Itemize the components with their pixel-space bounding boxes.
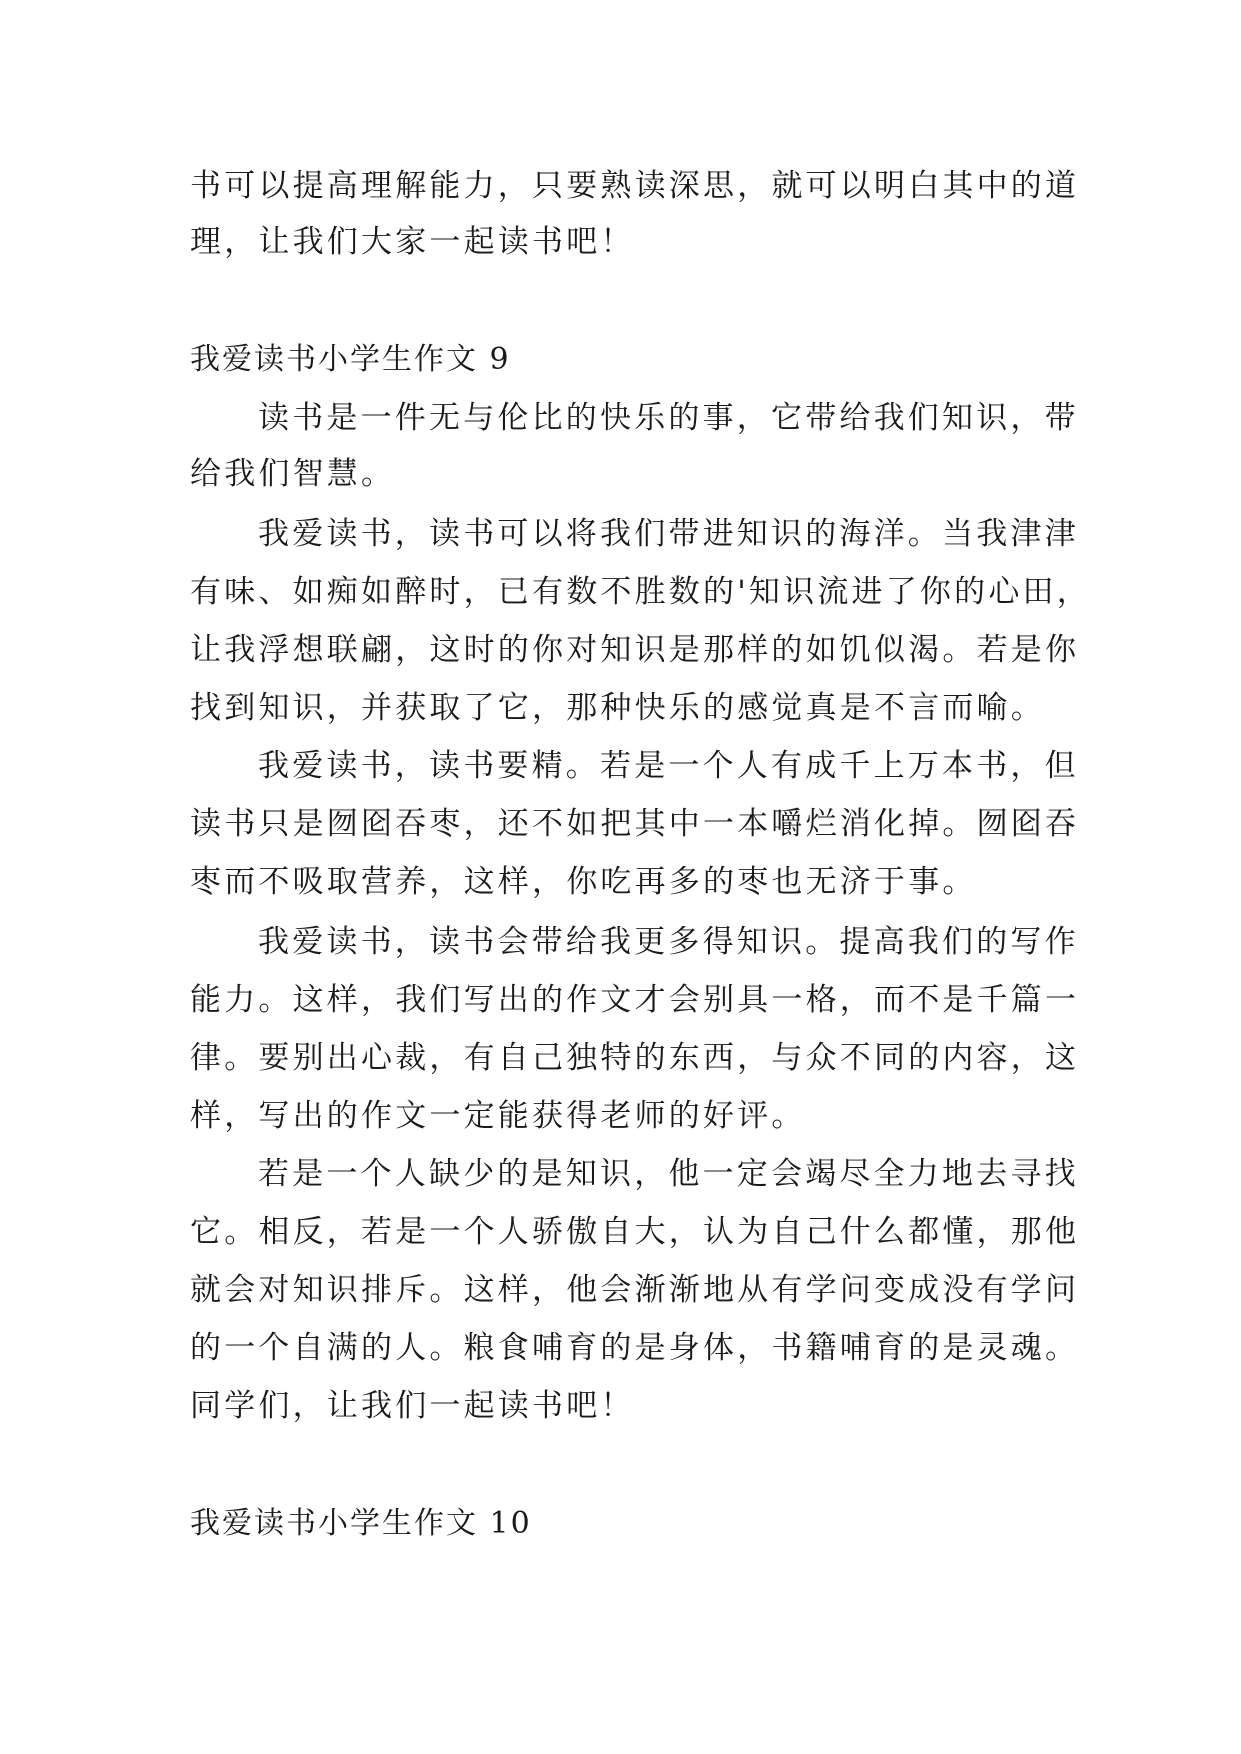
section-9-line-1: 读书是一件无与伦比的快乐的事，它带给我们知识，带 (258, 400, 1079, 436)
section-9-line-11: 能力。这样，我们写出的作文才会别具一格，而不是千篇一 (190, 982, 1080, 1018)
intro-line-2: 理，让我们大家一起读书吧！ (190, 224, 635, 260)
section-9-line-5: 让我浮想联翩，这时的你对知识是那样的如饥似渴。若是你 (190, 632, 1080, 668)
section-9-line-10: 我爱读书，读书会带给我更多得知识。提高我们的写作 (258, 924, 1079, 960)
section-9-line-16: 就会对知识排斥。这样，他会渐渐地从有学问变成没有学问 (190, 1272, 1080, 1308)
section-10-heading: 我爱读书小学生作文 10 (190, 1506, 532, 1541)
section-9-line-9: 枣而不吸取营养，这样，你吃再多的枣也无济于事。 (190, 864, 977, 900)
section-9-line-18: 同学们，让我们一起读书吧！ (190, 1388, 635, 1424)
section-9-line-7: 我爱读书，读书要精。若是一个人有成千上万本书，但 (258, 748, 1079, 784)
intro-line-1: 书可以提高理解能力，只要熟读深思，就可以明白其中的道 (190, 168, 1080, 204)
section-9-line-4: 有味、如痴如醉时，已有数不胜数的'知识流进了你的心田， (190, 574, 1091, 610)
section-9-line-17: 的一个自满的人。粮食哺育的是身体，书籍哺育的是灵魂。 (190, 1330, 1080, 1366)
section-9-line-13: 样，写出的作文一定能获得老师的好评。 (190, 1098, 806, 1134)
section-9-line-6: 找到知识，并获取了它，那种快乐的感觉真是不言而喻。 (190, 690, 1045, 726)
section-9-line-3: 我爱读书，读书可以将我们带进知识的海洋。当我津津 (258, 516, 1079, 552)
section-9-line-12: 律。要别出心裁，有自己独特的东西，与众不同的内容，这 (190, 1040, 1080, 1076)
section-9-line-2: 给我们智慧。 (190, 456, 396, 492)
section-9-line-8: 读书只是囫囵吞枣，还不如把其中一本嚼烂消化掉。囫囵吞 (190, 806, 1080, 842)
section-9-heading: 我爱读书小学生作文 9 (190, 342, 511, 377)
section-9-line-15: 它。相反，若是一个人骄傲自大，认为自己什么都懂，那他 (190, 1214, 1080, 1250)
section-9-line-14: 若是一个人缺少的是知识，他一定会竭尽全力地去寻找 (258, 1156, 1079, 1192)
